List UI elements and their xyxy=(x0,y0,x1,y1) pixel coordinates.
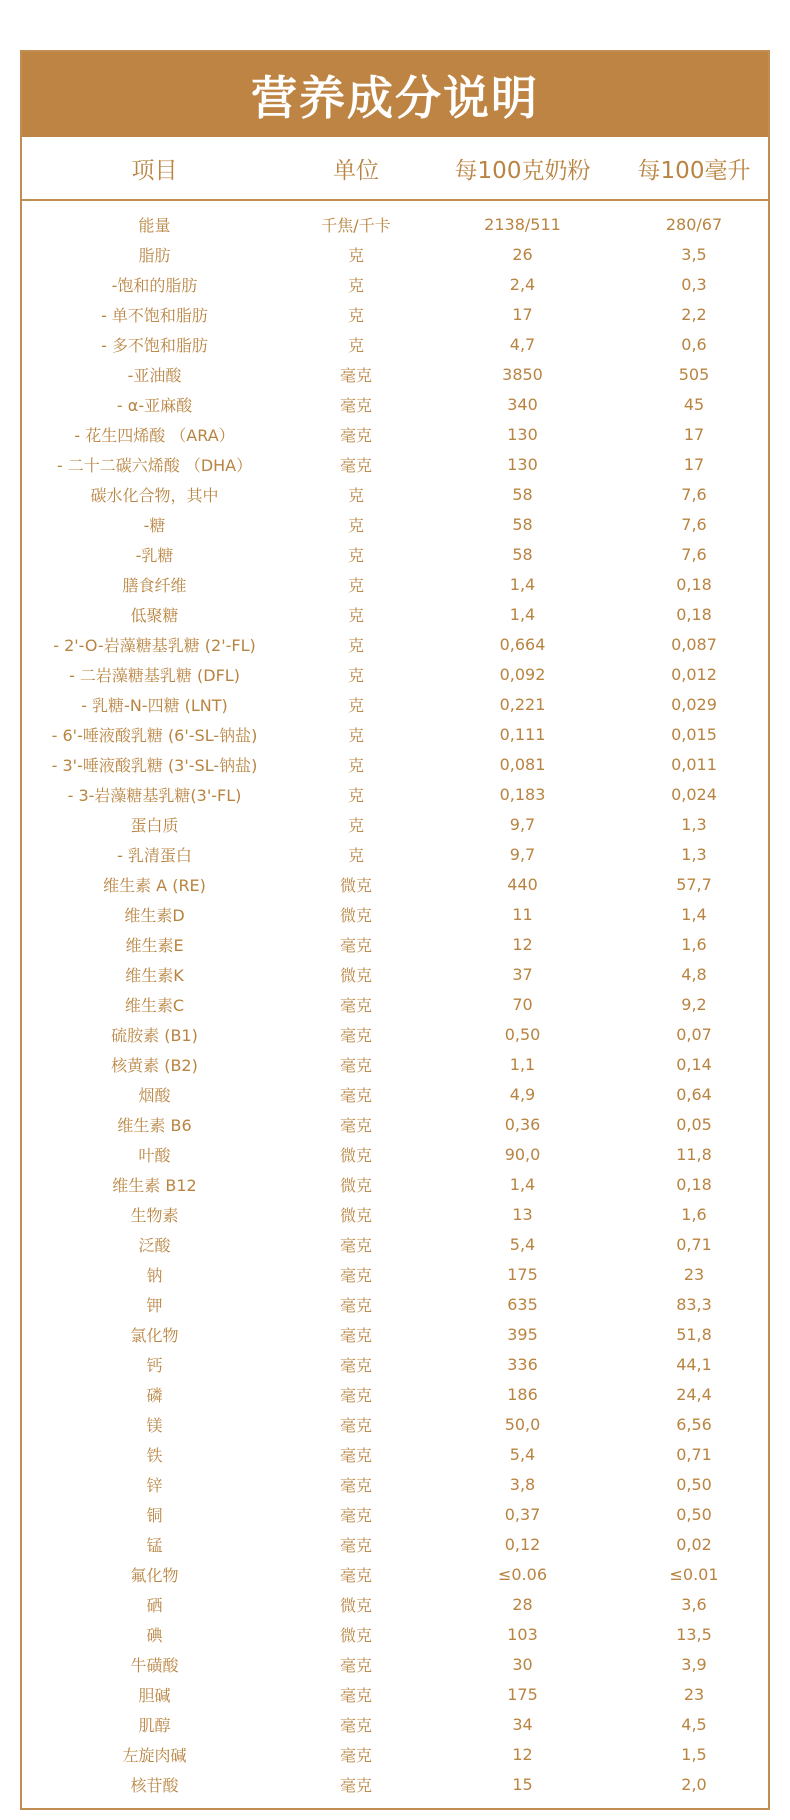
table-row xyxy=(22,1199,768,1229)
table-row xyxy=(22,779,768,809)
per-100g-value: 2,4 xyxy=(509,274,536,294)
table-body xyxy=(22,201,768,1799)
nutrient-name: 镁 xyxy=(146,1415,163,1435)
nutrient-name: 维生素E xyxy=(125,935,184,955)
table-row xyxy=(22,1349,768,1379)
nutrient-name: -乳糖 xyxy=(135,545,174,565)
unit-cell: 毫克 xyxy=(339,1115,372,1135)
per-100ml-value: 0,02 xyxy=(676,1534,712,1554)
per-100ml-value: 13,5 xyxy=(676,1624,712,1644)
per-100g-value: 9,7 xyxy=(509,844,536,864)
per-100ml-value: 23 xyxy=(683,1684,705,1704)
per-100g-value: 58 xyxy=(512,484,533,504)
per-100ml-value: 280/67 xyxy=(665,214,723,234)
unit-cell: 毫克 xyxy=(339,1685,372,1705)
per-100g-value: 58 xyxy=(512,544,533,564)
per-100ml-value: 0,18 xyxy=(676,1174,712,1194)
table-row xyxy=(22,1229,768,1259)
per-100g-value: 1,1 xyxy=(509,1054,536,1074)
unit-cell: 毫克 xyxy=(339,1535,372,1555)
nutrient-name: 钠 xyxy=(146,1265,163,1285)
nutrient-name: 泛酸 xyxy=(138,1235,171,1255)
table-header xyxy=(22,137,768,201)
per-100ml-value: 3,6 xyxy=(681,1594,707,1614)
unit-cell: 克 xyxy=(347,755,364,775)
table-row xyxy=(22,1469,768,1499)
per-100g-value: 0,111 xyxy=(499,724,546,744)
nutrient-name: 核黄素 (B2) xyxy=(111,1055,198,1075)
per-100ml-value: 0,011 xyxy=(671,754,717,774)
unit-cell: 毫克 xyxy=(339,1295,372,1315)
per-100ml-value: 1,3 xyxy=(681,844,707,864)
table-row xyxy=(22,1649,768,1679)
per-100ml-value: 1,6 xyxy=(681,934,707,954)
per-100g-value: 1,4 xyxy=(509,604,536,624)
per-100g-value: 3850 xyxy=(502,364,543,384)
nutrient-name: - 3-岩藻糖基乳糖(3'-FL) xyxy=(67,785,242,805)
nutrient-name: 肌醇 xyxy=(138,1715,171,1735)
table-row xyxy=(22,1049,768,1079)
per-100ml-value: 57,7 xyxy=(676,874,712,894)
table-row xyxy=(22,299,768,329)
per-100g-value: 3,8 xyxy=(509,1474,536,1494)
nutrient-name: 钾 xyxy=(146,1295,163,1315)
per-100g-value: 103 xyxy=(507,1624,538,1644)
table-row xyxy=(22,1619,768,1649)
nutrient-name: 能量 xyxy=(138,215,171,235)
unit-cell: 克 xyxy=(347,485,364,505)
per-100g-value: 395 xyxy=(507,1324,538,1344)
nutrient-name: 生物素 xyxy=(130,1205,179,1225)
unit-cell: 毫克 xyxy=(339,1085,372,1105)
nutrient-name: - 单不饱和脂肪 xyxy=(101,305,208,325)
table-row xyxy=(22,1379,768,1409)
unit-cell: 微克 xyxy=(339,1175,372,1195)
unit-cell: 微克 xyxy=(339,965,372,985)
nutrient-name: 钙 xyxy=(146,1355,163,1375)
table-row xyxy=(22,569,768,599)
unit-cell: 微克 xyxy=(339,1205,372,1225)
per-100g-value: 0,221 xyxy=(499,694,546,714)
table-row xyxy=(22,809,768,839)
unit-cell: 毫克 xyxy=(339,365,372,385)
per-100ml-value: 1,6 xyxy=(681,1204,707,1224)
nutrient-name: 铁 xyxy=(146,1445,163,1465)
unit-cell: 毫克 xyxy=(339,1565,372,1585)
table-row xyxy=(22,479,768,509)
per-100ml-value: ≤0.01 xyxy=(669,1564,719,1584)
unit-cell: 毫克 xyxy=(339,1445,372,1465)
nutrient-name: 烟酸 xyxy=(138,1085,171,1105)
per-100g-value: 30 xyxy=(512,1654,533,1674)
table-row xyxy=(22,419,768,449)
table-row xyxy=(22,1589,768,1619)
per-100g-value: 0,50 xyxy=(504,1024,541,1044)
per-100ml-value: 11,8 xyxy=(676,1144,712,1164)
nutrient-name: 维生素 A (RE) xyxy=(103,875,206,895)
nutrient-name: 核苷酸 xyxy=(130,1775,179,1795)
unit-cell: 毫克 xyxy=(339,1025,372,1045)
per-100g-value: 13 xyxy=(512,1204,533,1224)
page-title: 营养成分说明 xyxy=(22,52,768,137)
column-header-unit: 单位 xyxy=(333,157,379,184)
unit-cell: 毫克 xyxy=(339,1265,372,1285)
per-100ml-value: 4,5 xyxy=(681,1714,707,1734)
per-100ml-value: 7,6 xyxy=(681,484,707,504)
nutrient-name: - 花生四烯酸 （ARA） xyxy=(74,425,235,445)
per-100g-value: 58 xyxy=(512,514,533,534)
per-100g-value: 37 xyxy=(512,964,533,984)
unit-cell: 克 xyxy=(347,845,364,865)
unit-cell: 毫克 xyxy=(339,1355,372,1375)
nutrient-name: 维生素 B6 xyxy=(117,1115,192,1135)
table-row xyxy=(22,1769,768,1799)
unit-cell: 毫克 xyxy=(339,1235,372,1255)
per-100ml-value: 2,2 xyxy=(681,304,707,324)
nutrient-name: 碳水化合物，其中 xyxy=(90,485,219,505)
per-100ml-value: 3,5 xyxy=(681,244,707,264)
unit-cell: 毫克 xyxy=(339,1055,372,1075)
nutrient-name: -亚油酸 xyxy=(127,365,182,385)
table-row xyxy=(22,629,768,659)
per-100ml-value: 51,8 xyxy=(676,1324,712,1344)
per-100ml-value: 0,14 xyxy=(676,1054,712,1074)
nutrient-name: 维生素C xyxy=(124,995,185,1015)
nutrient-name: - 6'-唾液酸乳糖 (6'-SL-钠盐) xyxy=(51,725,258,745)
per-100g-value: 0,092 xyxy=(499,664,546,684)
per-100g-value: 4,7 xyxy=(509,334,536,354)
per-100g-value: 12 xyxy=(512,1744,533,1764)
per-100g-value: 11 xyxy=(512,904,533,924)
table-row xyxy=(22,1739,768,1769)
table-row xyxy=(22,989,768,1019)
unit-cell: 微克 xyxy=(339,1595,372,1615)
per-100ml-value: 505 xyxy=(678,364,710,384)
unit-cell: 毫克 xyxy=(339,395,372,415)
per-100g-value: 12 xyxy=(512,934,533,954)
per-100ml-value: 0,64 xyxy=(676,1084,712,1104)
unit-cell: 克 xyxy=(347,665,364,685)
per-100ml-value: 0,015 xyxy=(671,724,717,744)
nutrient-name: 牛磺酸 xyxy=(130,1655,179,1675)
unit-cell: 千焦/千卡 xyxy=(321,215,391,235)
table-row xyxy=(22,239,768,269)
unit-cell: 毫克 xyxy=(339,1475,372,1495)
per-100ml-value: 0,012 xyxy=(671,664,717,684)
table-row xyxy=(22,869,768,899)
unit-cell: 微克 xyxy=(339,905,372,925)
unit-cell: 毫克 xyxy=(339,455,372,475)
table-row xyxy=(22,839,768,869)
table-row xyxy=(22,269,768,299)
per-100g-value: 0,37 xyxy=(504,1504,541,1524)
per-100ml-value: 7,6 xyxy=(681,514,707,534)
per-100ml-value: 17 xyxy=(683,424,705,444)
per-100g-value: 1,4 xyxy=(509,574,536,594)
unit-cell: 毫克 xyxy=(339,1415,372,1435)
table-row xyxy=(22,389,768,419)
per-100g-value: 130 xyxy=(507,424,538,444)
per-100g-value: 0,36 xyxy=(504,1114,541,1134)
per-100g-value: 186 xyxy=(507,1384,538,1404)
table-row xyxy=(22,1439,768,1469)
unit-cell: 微克 xyxy=(339,1625,372,1645)
unit-cell: 克 xyxy=(347,785,364,805)
unit-cell: 微克 xyxy=(339,875,372,895)
nutrient-name: 碘 xyxy=(146,1625,163,1645)
nutrient-name: -饱和的脂肪 xyxy=(111,275,198,295)
per-100g-value: 9,7 xyxy=(509,814,536,834)
unit-cell: 克 xyxy=(347,545,364,565)
table-row xyxy=(22,1319,768,1349)
table-row xyxy=(22,1529,768,1559)
per-100g-value: 5,4 xyxy=(509,1444,536,1464)
table-row xyxy=(22,1499,768,1529)
table-row xyxy=(22,959,768,989)
nutrient-name: 维生素K xyxy=(125,965,184,985)
per-100g-value: 340 xyxy=(507,394,538,414)
per-100ml-value: 0,029 xyxy=(671,694,717,714)
per-100g-value: 175 xyxy=(507,1684,538,1704)
per-100g-value: 4,9 xyxy=(509,1084,536,1104)
table-row xyxy=(22,539,768,569)
nutrient-name: 维生素D xyxy=(124,905,185,925)
unit-cell: 毫克 xyxy=(339,1715,372,1735)
nutrient-name: 胆碱 xyxy=(138,1685,171,1705)
unit-cell: 克 xyxy=(347,695,364,715)
unit-cell: 毫克 xyxy=(339,1385,372,1405)
nutrient-name: - 3'-唾液酸乳糖 (3'-SL-钠盐) xyxy=(51,755,258,775)
unit-cell: 毫克 xyxy=(339,935,372,955)
per-100ml-value: 17 xyxy=(683,454,705,474)
per-100ml-value: 0,024 xyxy=(671,784,717,804)
per-100g-value: 26 xyxy=(512,244,533,264)
per-100g-value: 17 xyxy=(512,304,533,324)
per-100ml-value: 3,9 xyxy=(681,1654,707,1674)
unit-cell: 克 xyxy=(347,275,364,295)
column-header-item: 项目 xyxy=(131,157,178,184)
table-row xyxy=(22,599,768,629)
per-100g-value: 15 xyxy=(512,1774,533,1794)
per-100ml-value: 0,50 xyxy=(676,1504,712,1524)
nutrient-name: - 二岩藻糖基乳糖 (DFL) xyxy=(69,665,240,685)
per-100g-value: 0,12 xyxy=(504,1534,541,1554)
per-100ml-value: 24,4 xyxy=(676,1384,712,1404)
nutrient-name: 维生素 B12 xyxy=(112,1175,197,1195)
nutrient-name: - 乳清蛋白 xyxy=(117,845,192,865)
unit-cell: 克 xyxy=(347,245,364,265)
nutrient-name: - 多不饱和脂肪 xyxy=(101,335,208,355)
nutrient-name: 膳食纤维 xyxy=(122,575,187,595)
table-row xyxy=(22,1409,768,1439)
table-row xyxy=(22,899,768,929)
per-100ml-value: 0,71 xyxy=(676,1444,712,1464)
table-row xyxy=(22,719,768,749)
table-row xyxy=(22,1079,768,1109)
unit-cell: 克 xyxy=(347,815,364,835)
nutrient-name: 氟化物 xyxy=(130,1565,179,1585)
per-100g-value: 34 xyxy=(512,1714,533,1734)
unit-cell: 毫克 xyxy=(339,995,372,1015)
per-100ml-value: 4,8 xyxy=(681,964,707,984)
table-row xyxy=(22,1559,768,1589)
nutrient-name: 氯化物 xyxy=(130,1325,179,1345)
per-100g-value: 0,081 xyxy=(499,754,546,774)
per-100ml-value: 0,6 xyxy=(681,334,707,354)
unit-cell: 克 xyxy=(347,605,364,625)
table-row xyxy=(22,1679,768,1709)
per-100g-value: 28 xyxy=(512,1594,533,1614)
column-header-per-100g: 每100克奶粉 xyxy=(454,157,591,184)
unit-cell: 毫克 xyxy=(339,1325,372,1345)
per-100ml-value: 0,3 xyxy=(681,274,707,294)
per-100ml-value: 1,3 xyxy=(681,814,707,834)
nutrient-name: 硒 xyxy=(146,1595,163,1615)
unit-cell: 微克 xyxy=(339,1145,372,1165)
per-100g-value: 90,0 xyxy=(504,1144,541,1164)
unit-cell: 毫克 xyxy=(339,1775,372,1795)
per-100g-value: 0,664 xyxy=(499,634,546,654)
per-100g-value: 175 xyxy=(507,1264,538,1284)
table-row xyxy=(22,1019,768,1049)
nutrient-name: 蛋白质 xyxy=(130,815,179,835)
unit-cell: 克 xyxy=(347,725,364,745)
nutrient-name: -糖 xyxy=(143,515,166,535)
per-100g-value: 70 xyxy=(512,994,533,1014)
unit-cell: 克 xyxy=(347,305,364,325)
nutrient-name: 磷 xyxy=(146,1385,163,1405)
unit-cell: 毫克 xyxy=(339,1655,372,1675)
per-100ml-value: 7,6 xyxy=(681,544,707,564)
table-row xyxy=(22,1139,768,1169)
table-row xyxy=(22,329,768,359)
per-100ml-value: 1,5 xyxy=(681,1744,707,1764)
per-100g-value: 336 xyxy=(507,1354,538,1374)
nutrient-name: 硫胺素 (B1) xyxy=(111,1025,198,1045)
nutrient-name: - α-亚麻酸 xyxy=(116,395,193,415)
per-100ml-value: 0,71 xyxy=(676,1234,712,1254)
per-100ml-value: 9,2 xyxy=(681,994,707,1014)
table-row xyxy=(22,929,768,959)
nutrient-name: - 乳糖-N-四糖 (LNT) xyxy=(81,695,228,715)
per-100g-value: 2138/511 xyxy=(484,214,561,234)
unit-cell: 克 xyxy=(347,635,364,655)
table-row xyxy=(22,1259,768,1289)
per-100ml-value: 0,087 xyxy=(671,634,717,654)
table-row xyxy=(22,749,768,779)
unit-cell: 克 xyxy=(347,575,364,595)
per-100ml-value: 0,05 xyxy=(676,1114,712,1134)
unit-cell: 毫克 xyxy=(339,1745,372,1765)
column-header-per-100ml: 每100毫升 xyxy=(637,157,751,184)
table-row xyxy=(22,449,768,479)
per-100g-value: ≤0.06 xyxy=(497,1564,548,1584)
nutrient-name: - 二十二碳六烯酸 （DHA） xyxy=(56,455,253,475)
per-100ml-value: 45 xyxy=(683,394,705,414)
per-100g-value: 50,0 xyxy=(504,1414,541,1434)
nutrient-name: 脂肪 xyxy=(138,245,171,265)
table-row xyxy=(22,359,768,389)
table-row xyxy=(22,1169,768,1199)
nutrient-name: 低聚糖 xyxy=(130,605,179,625)
table-row xyxy=(22,659,768,689)
nutrient-name: 左旋肉碱 xyxy=(122,1745,187,1765)
nutrient-name: 锌 xyxy=(146,1475,163,1495)
nutrient-name: 叶酸 xyxy=(138,1145,171,1165)
unit-cell: 克 xyxy=(347,335,364,355)
per-100ml-value: 44,1 xyxy=(676,1354,712,1374)
per-100ml-value: 23 xyxy=(683,1264,705,1284)
table-row xyxy=(22,509,768,539)
per-100ml-value: 0,07 xyxy=(676,1024,712,1044)
per-100g-value: 0,183 xyxy=(499,784,546,804)
unit-cell: 毫克 xyxy=(339,425,372,445)
per-100g-value: 635 xyxy=(507,1294,538,1314)
per-100g-value: 130 xyxy=(507,454,538,474)
per-100ml-value: 0,18 xyxy=(676,574,712,594)
unit-cell: 克 xyxy=(347,515,364,535)
per-100ml-value: 6,56 xyxy=(676,1414,712,1434)
nutrient-name: 锰 xyxy=(146,1535,163,1555)
per-100ml-value: 83,3 xyxy=(676,1294,712,1314)
table-row xyxy=(22,1709,768,1739)
nutrient-name: - 2'-O-岩藻糖基乳糖 (2'-FL) xyxy=(53,635,256,655)
per-100g-value: 5,4 xyxy=(509,1234,536,1254)
per-100ml-value: 2,0 xyxy=(681,1774,707,1794)
table-row xyxy=(22,1109,768,1139)
unit-cell: 毫克 xyxy=(339,1505,372,1525)
table-row xyxy=(22,1289,768,1319)
per-100ml-value: 0,18 xyxy=(676,604,712,624)
table-row xyxy=(22,209,768,239)
per-100g-value: 440 xyxy=(507,874,538,894)
per-100ml-value: 0,50 xyxy=(676,1474,712,1494)
per-100ml-value: 1,4 xyxy=(681,904,707,924)
nutrient-name: 铜 xyxy=(146,1505,163,1525)
nutrition-panel xyxy=(20,50,770,1810)
table-row xyxy=(22,689,768,719)
per-100g-value: 1,4 xyxy=(509,1174,536,1194)
